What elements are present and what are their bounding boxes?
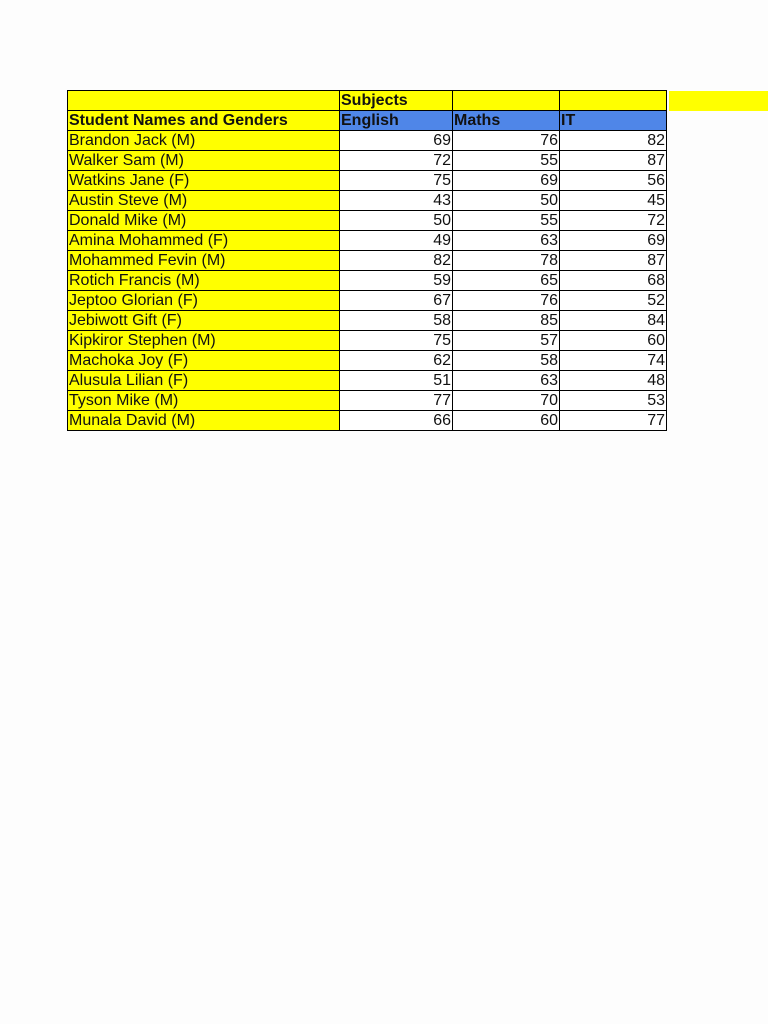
- student-name-cell[interactable]: Tyson Mike (M): [68, 391, 340, 411]
- names-header[interactable]: Student Names and Genders: [68, 111, 340, 131]
- maths-score-cell[interactable]: 58: [453, 351, 560, 371]
- table-row: [68, 191, 667, 211]
- it-score-cell[interactable]: 82: [560, 131, 667, 151]
- maths-score-cell[interactable]: 78: [453, 251, 560, 271]
- table-row: [68, 151, 667, 171]
- it-score-cell[interactable]: 45: [560, 191, 667, 211]
- english-score-cell[interactable]: 69: [340, 131, 453, 151]
- maths-score-cell[interactable]: 85: [453, 311, 560, 331]
- student-name-cell[interactable]: Mohammed Fevin (M): [68, 251, 340, 271]
- table-row: [68, 291, 667, 311]
- maths-score-cell[interactable]: 63: [453, 231, 560, 251]
- table-row: [68, 251, 667, 271]
- it-score-cell[interactable]: 60: [560, 331, 667, 351]
- header-row: [68, 111, 667, 131]
- subjects-blank-cell[interactable]: [453, 91, 560, 111]
- table-row: [68, 351, 667, 371]
- table-row: [68, 331, 667, 351]
- english-score-cell[interactable]: 67: [340, 291, 453, 311]
- table-row: [68, 211, 667, 231]
- maths-score-cell[interactable]: 76: [453, 131, 560, 151]
- english-score-cell[interactable]: 75: [340, 331, 453, 351]
- english-score-cell[interactable]: 49: [340, 231, 453, 251]
- student-name-cell[interactable]: Kipkiror Stephen (M): [68, 331, 340, 351]
- student-name-cell[interactable]: Munala David (M): [68, 411, 340, 431]
- it-score-cell[interactable]: 69: [560, 231, 667, 251]
- english-score-cell[interactable]: 82: [340, 251, 453, 271]
- spreadsheet: [67, 90, 667, 431]
- subjects-blank-cell[interactable]: [560, 91, 667, 111]
- student-name-cell[interactable]: Watkins Jane (F): [68, 171, 340, 191]
- column-header-english[interactable]: English: [340, 111, 453, 131]
- it-score-cell[interactable]: 87: [560, 251, 667, 271]
- maths-score-cell[interactable]: 55: [453, 211, 560, 231]
- it-score-cell[interactable]: 52: [560, 291, 667, 311]
- maths-score-cell[interactable]: 65: [453, 271, 560, 291]
- english-score-cell[interactable]: 66: [340, 411, 453, 431]
- table-row: [68, 271, 667, 291]
- maths-score-cell[interactable]: 70: [453, 391, 560, 411]
- student-name-cell[interactable]: Donald Mike (M): [68, 211, 340, 231]
- it-score-cell[interactable]: 87: [560, 151, 667, 171]
- table-row: [68, 311, 667, 331]
- student-name-cell[interactable]: Amina Mohammed (F): [68, 231, 340, 251]
- english-score-cell[interactable]: 75: [340, 171, 453, 191]
- it-score-cell[interactable]: 53: [560, 391, 667, 411]
- table-row: [68, 131, 667, 151]
- maths-score-cell[interactable]: 69: [453, 171, 560, 191]
- it-score-cell[interactable]: 48: [560, 371, 667, 391]
- student-scores-table: [67, 90, 667, 431]
- top-left-cell[interactable]: [68, 91, 340, 111]
- english-score-cell[interactable]: 62: [340, 351, 453, 371]
- it-score-cell[interactable]: 56: [560, 171, 667, 191]
- subjects-label[interactable]: Subjects: [340, 91, 453, 111]
- column-header-maths[interactable]: Maths: [453, 111, 560, 131]
- maths-score-cell[interactable]: 50: [453, 191, 560, 211]
- maths-score-cell[interactable]: 63: [453, 371, 560, 391]
- student-name-cell[interactable]: Rotich Francis (M): [68, 271, 340, 291]
- table-row: [68, 171, 667, 191]
- table-row: [68, 231, 667, 251]
- table-row: [68, 391, 667, 411]
- student-name-cell[interactable]: Walker Sam (M): [68, 151, 340, 171]
- maths-score-cell[interactable]: 76: [453, 291, 560, 311]
- student-name-cell[interactable]: Jebiwott Gift (F): [68, 311, 340, 331]
- table-row: [68, 371, 667, 391]
- subjects-row: [68, 91, 667, 111]
- english-score-cell[interactable]: 59: [340, 271, 453, 291]
- maths-score-cell[interactable]: 55: [453, 151, 560, 171]
- english-score-cell[interactable]: 72: [340, 151, 453, 171]
- student-name-cell[interactable]: Machoka Joy (F): [68, 351, 340, 371]
- table-row: [68, 411, 667, 431]
- it-score-cell[interactable]: 68: [560, 271, 667, 291]
- student-name-cell[interactable]: Jeptoo Glorian (F): [68, 291, 340, 311]
- it-score-cell[interactable]: 74: [560, 351, 667, 371]
- student-name-cell[interactable]: Brandon Jack (M): [68, 131, 340, 151]
- student-name-cell[interactable]: Austin Steve (M): [68, 191, 340, 211]
- it-score-cell[interactable]: 77: [560, 411, 667, 431]
- english-score-cell[interactable]: 51: [340, 371, 453, 391]
- it-score-cell[interactable]: 72: [560, 211, 667, 231]
- english-score-cell[interactable]: 50: [340, 211, 453, 231]
- english-score-cell[interactable]: 43: [340, 191, 453, 211]
- maths-score-cell[interactable]: 60: [453, 411, 560, 431]
- english-score-cell[interactable]: 58: [340, 311, 453, 331]
- highlight-strip: [669, 91, 768, 111]
- column-header-it[interactable]: IT: [560, 111, 667, 131]
- english-score-cell[interactable]: 77: [340, 391, 453, 411]
- it-score-cell[interactable]: 84: [560, 311, 667, 331]
- maths-score-cell[interactable]: 57: [453, 331, 560, 351]
- student-name-cell[interactable]: Alusula Lilian (F): [68, 371, 340, 391]
